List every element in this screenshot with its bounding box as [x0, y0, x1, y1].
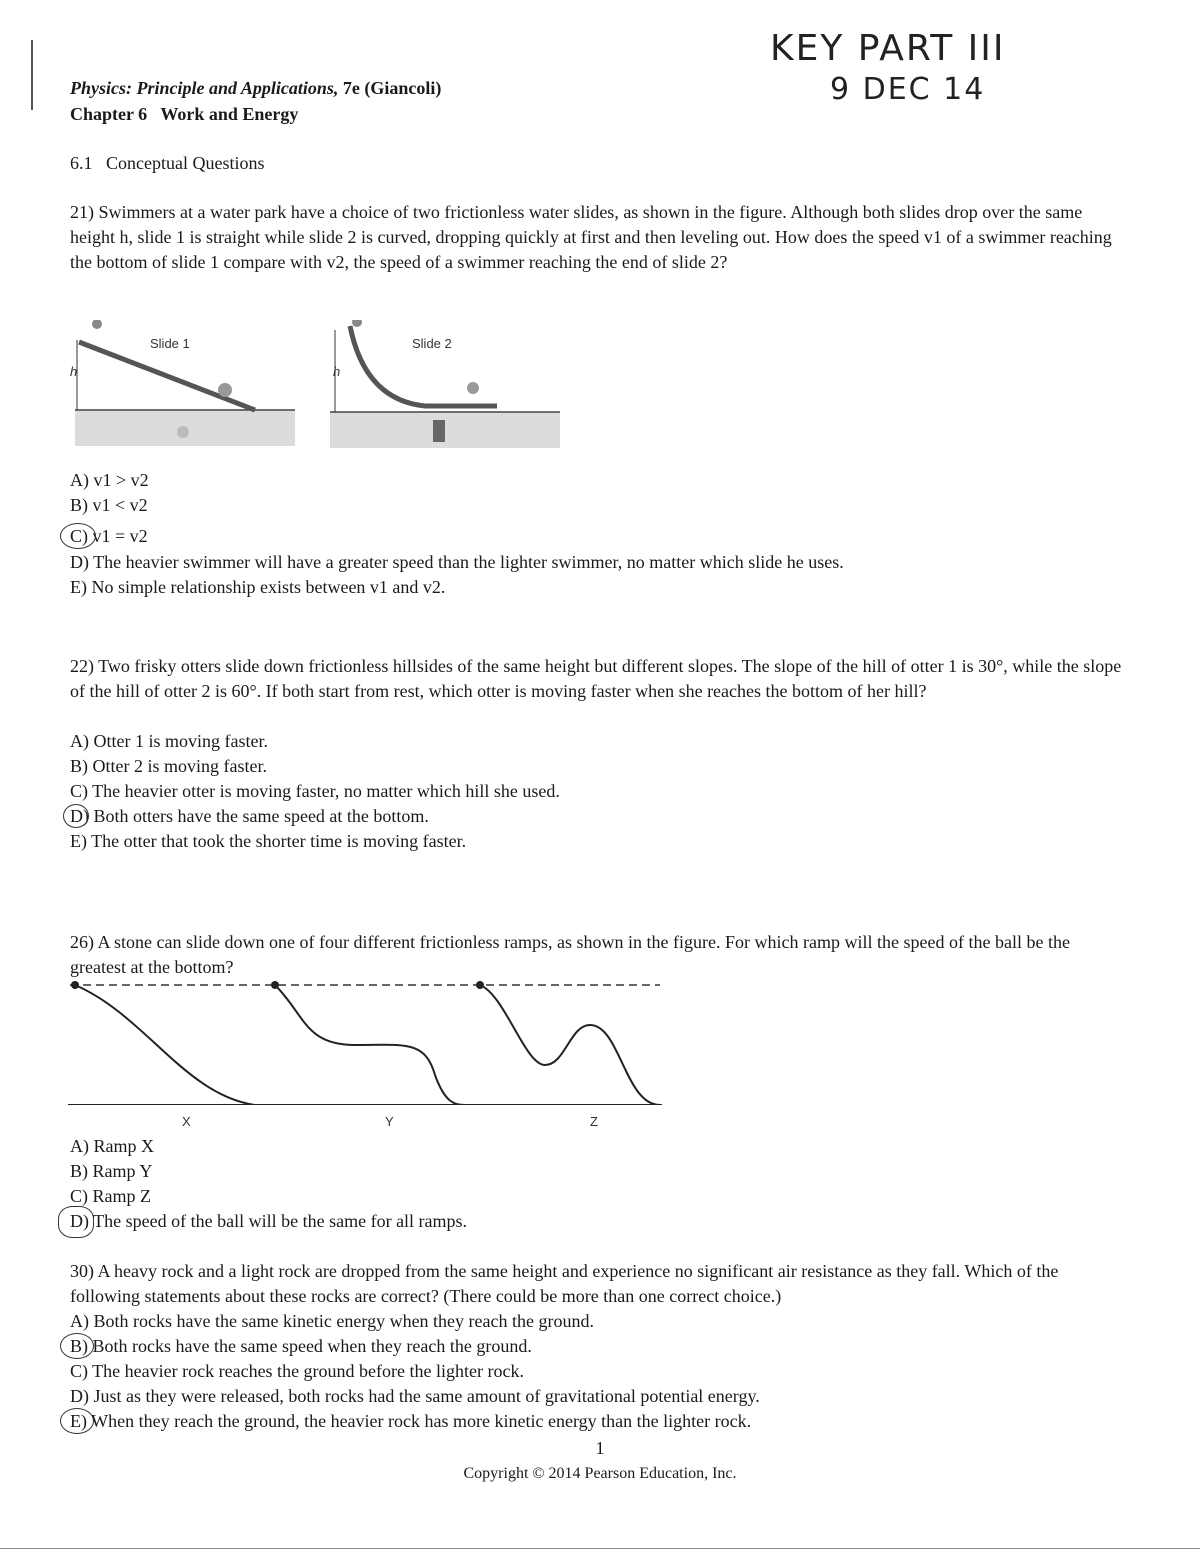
ball-z [476, 981, 484, 989]
q22-answer-circle [63, 804, 89, 828]
section-title: 6.1 Conceptual Questions [70, 153, 265, 173]
slide1-label: Slide 1 [150, 336, 190, 351]
q21-option-e: E) No simple relationship exists between v1 and v2. [70, 577, 446, 597]
ramp-z [480, 985, 660, 1105]
q21-option-c: C) v1 = v2 [70, 526, 148, 546]
ball-x [71, 981, 79, 989]
q21-option-a: A) v1 > v2 [70, 470, 149, 490]
bottom-edge-line [0, 1548, 1200, 1549]
q21-answer-circle [60, 523, 96, 549]
q21-figure [65, 320, 565, 450]
ramp-y-label: Y [385, 1114, 394, 1129]
slide2-submerged-swimmer [433, 420, 445, 442]
slide1-height-label: h [70, 364, 78, 379]
q21-option-d: D) The heavier swimmer will have a greater speed than the lighter swimmer, no matter which slide he uses. [70, 552, 844, 572]
q21-text: 21) Swimmers at a water park have a choice of two frictionless water slides, as shown in the figure. Although both slides drop over the same height h, slide 1 is straight while slide 2 is curved, dropping quickly at first and then leveling out. How does the speed v1 of a swimmer reaching the bottom of slide 1 compare with v2, the speed of a swimmer reaching the end of slide 2? [70, 202, 1112, 272]
q22-option-d: D) Both otters have the same speed at the bottom. [70, 806, 429, 826]
q26-option-a: A) Ramp X [70, 1136, 154, 1156]
ramp-x-label: X [182, 1114, 191, 1129]
q30-option-d: D) Just as they were released, both rocks had the same amount of gravitational potential energy. [70, 1386, 760, 1406]
slide1-swimmer-top [92, 320, 102, 329]
slide2-height-label: h [333, 364, 341, 379]
q30-text: 30) A heavy rock and a light rock are dropped from the same height and experience no significant air resistance as they fall. Which of the following statements about these rocks are correct? (There could be more than one correct choice.) [70, 1261, 1059, 1306]
q22-option-b: B) Otter 2 is moving faster. [70, 756, 267, 776]
q22-option-e: E) The otter that took the shorter time is moving faster. [70, 831, 467, 851]
slide1-swimmer-bottom [218, 383, 232, 397]
q26-option-b: B) Ramp Y [70, 1161, 153, 1181]
q26-option-c: C) Ramp Z [70, 1186, 151, 1206]
handwritten-annotation-line1: KEY PART III [770, 28, 1006, 69]
q30-option-e: E) When they reach the ground, the heavier rock has more kinetic energy than the lighter rock. [70, 1411, 752, 1431]
slide2-swimmer-top [352, 320, 362, 327]
q21-option-b: B) v1 < v2 [70, 495, 148, 515]
q22-option-c: C) The heavier otter is moving faster, no matter which hill she used. [70, 781, 560, 801]
page-number: 1 [595, 1438, 605, 1458]
ramp-z-label: Z [590, 1114, 598, 1129]
q30-option-a: A) Both rocks have the same kinetic energy when they reach the ground. [70, 1311, 594, 1331]
book-edition: 7e (Giancoli) [342, 78, 442, 98]
q26-text: 26) A stone can slide down one of four different frictionless ramps, as shown in the figure. For which ramp will the speed of the ball be the greatest at the bottom? [70, 932, 1070, 977]
chapter-title: Chapter 6 Work and Energy [70, 104, 299, 124]
ramp-x [75, 985, 255, 1105]
q30-answer-circle-e [60, 1408, 94, 1434]
copyright: Copyright © 2014 Pearson Education, Inc. [463, 1465, 737, 1482]
slide1-rock [177, 426, 189, 438]
q22-text: 22) Two frisky otters slide down frictionless hillsides of the same height but different slopes. The slope of the hill of otter 1 is 30°, while the slope of the hill of otter 2 is 60°. If both start from rest, which otter is moving faster when she reaches the bottom of her hill? [70, 656, 1122, 701]
q30-answer-circle-b [60, 1333, 94, 1359]
handwritten-annotation-line2: 9 DEC 14 [830, 72, 986, 107]
q26-option-d: D) The speed of the ball will be the same for all ramps. [70, 1211, 468, 1231]
q22-option-a: A) Otter 1 is moving faster. [70, 731, 268, 751]
ball-y [271, 981, 279, 989]
q26-answer-circle [58, 1206, 94, 1238]
book-title-text: Physics: Principle and Applications, [70, 78, 339, 98]
slide2-label: Slide 2 [412, 336, 452, 351]
ramp-y [275, 985, 465, 1105]
q30-option-b: B) Both rocks have the same speed when they reach the ground. [70, 1336, 532, 1356]
q30-option-c: C) The heavier rock reaches the ground before the lighter rock. [70, 1361, 524, 1381]
book-title [70, 78, 441, 99]
margin-mark [31, 40, 33, 110]
slide1-track [79, 342, 255, 410]
slide2-swimmer-bottom [467, 382, 479, 394]
q26-figure [65, 975, 665, 1105]
